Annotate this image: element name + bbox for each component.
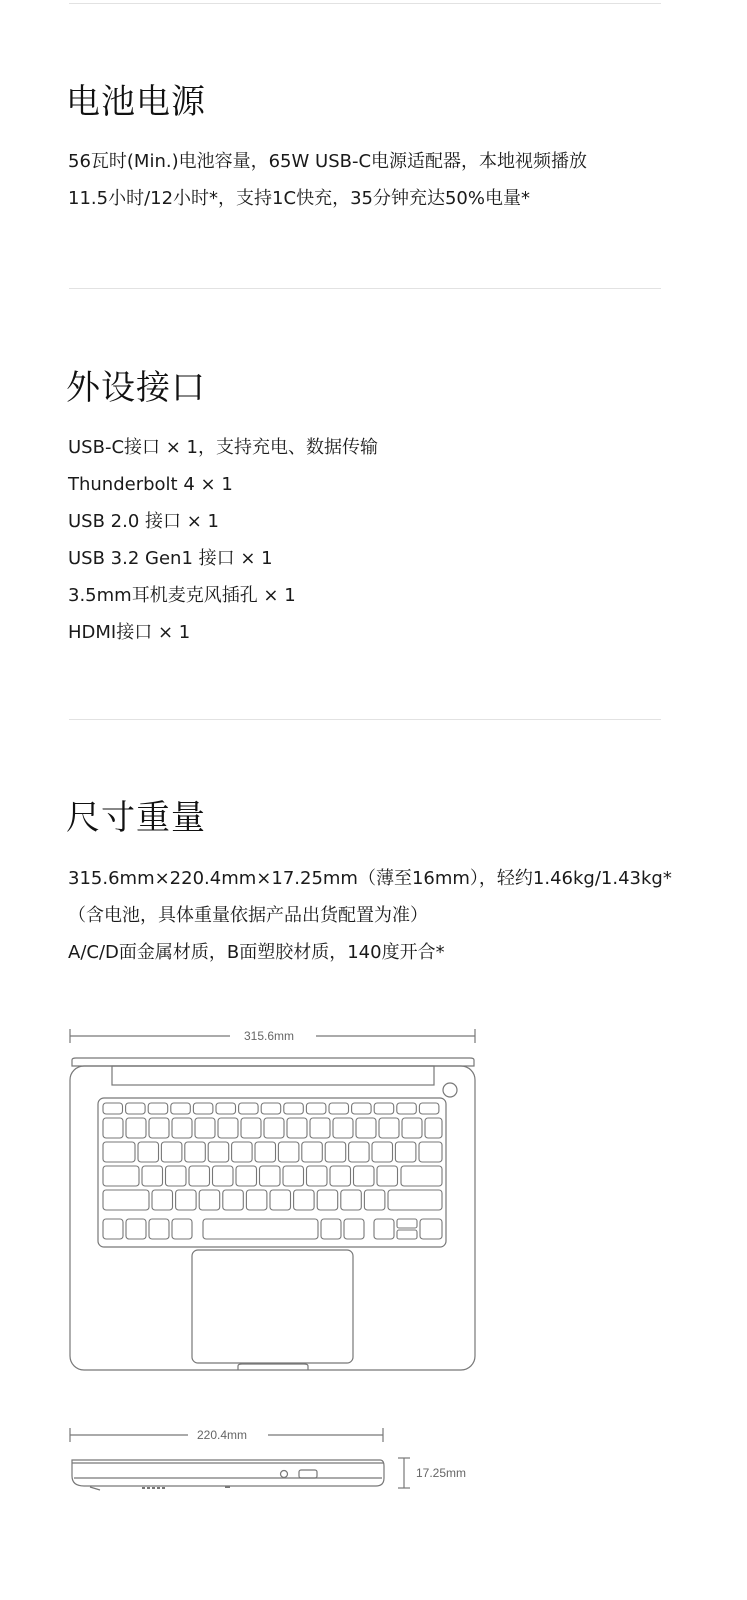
keyboard-key <box>189 1166 210 1186</box>
keyboard-key <box>246 1190 267 1210</box>
keyboard-key <box>149 1118 169 1138</box>
keyboard-key <box>260 1166 281 1186</box>
keyboard-key <box>349 1142 370 1162</box>
keyboard-key <box>148 1103 168 1114</box>
keyboard-key <box>232 1142 253 1162</box>
keyboard-key <box>333 1118 353 1138</box>
battery-line: 11.5小时/12小时*，支持1C快充，35分钟充达50%电量* <box>68 188 530 209</box>
keyboard-key <box>321 1219 341 1239</box>
keyboard-key <box>166 1166 187 1186</box>
keyboard-key <box>310 1118 330 1138</box>
keyboard-key <box>103 1190 149 1210</box>
laptop-side <box>72 1460 384 1486</box>
keyboard-key <box>329 1103 349 1114</box>
keyboard-key <box>397 1103 417 1114</box>
keyboard-key <box>172 1118 192 1138</box>
keyboard-key <box>302 1142 323 1162</box>
keyboard-key <box>307 1166 328 1186</box>
keyboard-key <box>354 1166 375 1186</box>
keyboard-key <box>171 1103 191 1114</box>
section-title-ports: 外设接口 <box>66 368 206 408</box>
keyboard-key <box>223 1190 244 1210</box>
trackpad <box>192 1250 353 1363</box>
keyboard-key <box>236 1166 257 1186</box>
section-title-battery: 电池电源 <box>66 82 206 122</box>
keyboard-key <box>264 1118 284 1138</box>
keyboard-key <box>397 1219 417 1228</box>
keyboard-key <box>283 1166 304 1186</box>
keyboard-keys <box>103 1103 442 1239</box>
keyboard-key <box>161 1142 182 1162</box>
keyboard-key <box>213 1166 234 1186</box>
height-label: 17.25mm <box>416 1466 467 1480</box>
keyboard-key <box>172 1219 192 1239</box>
keyboard-key <box>395 1142 416 1162</box>
keyboard-key <box>193 1103 213 1114</box>
depth-label: 220.4mm <box>197 1428 248 1442</box>
port-item: USB-C接口 × 1，支持充电、数据传输 <box>68 437 378 458</box>
keyboard-key <box>356 1118 376 1138</box>
keyboard-key <box>103 1118 123 1138</box>
keyboard-key <box>126 1118 146 1138</box>
keyboard-key <box>152 1190 173 1210</box>
foot <box>90 1487 100 1490</box>
keyboard-key <box>294 1190 315 1210</box>
keyboard-key <box>218 1118 238 1138</box>
keyboard-key <box>374 1103 394 1114</box>
keyboard-key <box>195 1118 215 1138</box>
keyboard-key <box>419 1142 442 1162</box>
keyboard-key <box>176 1190 197 1210</box>
port-item: USB 2.0 接口 × 1 <box>68 511 219 532</box>
keyboard-key <box>325 1142 346 1162</box>
keyboard-key <box>241 1118 261 1138</box>
keyboard-key <box>352 1103 372 1114</box>
keyboard-key <box>397 1230 417 1239</box>
keyboard-key <box>377 1166 398 1186</box>
keyboard-key <box>372 1142 393 1162</box>
keyboard-key <box>149 1219 169 1239</box>
keyboard-key <box>126 1219 146 1239</box>
port-item: Thunderbolt 4 × 1 <box>68 474 233 495</box>
keyboard-key <box>255 1142 276 1162</box>
usb-c-port <box>299 1470 317 1478</box>
keyboard-key <box>401 1166 442 1186</box>
port-item: 3.5mm耳机麦克风插孔 × 1 <box>68 585 296 606</box>
keyboard-key <box>103 1103 123 1114</box>
keyboard-key <box>138 1142 159 1162</box>
keyboard-key <box>203 1219 318 1239</box>
keyboard-key <box>103 1142 135 1162</box>
keyboard-key <box>103 1219 123 1239</box>
keyboard-key <box>344 1219 364 1239</box>
keyboard-key <box>341 1190 362 1210</box>
width-label: 315.6mm <box>244 1029 295 1043</box>
keyboard-key <box>374 1219 394 1239</box>
keyboard-key <box>388 1190 442 1210</box>
keyboard-key <box>126 1103 146 1114</box>
keyboard-key <box>103 1166 139 1186</box>
keyboard-key <box>284 1103 304 1114</box>
port-item: USB 3.2 Gen1 接口 × 1 <box>68 548 273 569</box>
keyboard-key <box>402 1118 422 1138</box>
keyboard-key <box>419 1103 439 1114</box>
keyboard-key <box>306 1103 326 1114</box>
laptop-body <box>70 1066 475 1370</box>
battery-line: 56瓦时(Min.)电池容量，65W USB-C电源适配器，本地视频播放 <box>68 151 588 172</box>
keyboard-key <box>208 1142 229 1162</box>
lid-edge <box>72 1058 474 1066</box>
keyboard-key <box>287 1118 307 1138</box>
keyboard-key <box>216 1103 236 1114</box>
keyboard-key <box>239 1103 259 1114</box>
keyboard-key <box>379 1118 399 1138</box>
keyboard-key <box>420 1219 442 1239</box>
keyboard-key <box>317 1190 338 1210</box>
port-item: HDMI接口 × 1 <box>68 622 191 643</box>
keyboard-key <box>270 1190 291 1210</box>
dimensions-line: （含电池，具体重量依据产品出货配置为准） <box>68 905 428 926</box>
section-title-dimensions: 尺寸重量 <box>66 798 206 838</box>
keyboard-key <box>185 1142 206 1162</box>
keyboard-key <box>199 1190 220 1210</box>
keyboard-key <box>278 1142 299 1162</box>
keyboard-key <box>425 1118 442 1138</box>
audio-jack <box>281 1471 288 1478</box>
keyboard-key <box>330 1166 351 1186</box>
keyboard-key <box>142 1166 163 1186</box>
dimensions-line: A/C/D面金属材质，B面塑胶材质，140度开合* <box>68 942 445 963</box>
keyboard-key <box>364 1190 385 1210</box>
top-view-drawing <box>70 1029 475 1370</box>
power-button <box>443 1083 457 1097</box>
opening-notch <box>238 1364 308 1370</box>
dimensions-line: 315.6mm×220.4mm×17.25mm（薄至16mm），轻约1.46kg/1.43kg* <box>68 868 672 889</box>
hinge <box>112 1066 434 1085</box>
keyboard-key <box>261 1103 281 1114</box>
